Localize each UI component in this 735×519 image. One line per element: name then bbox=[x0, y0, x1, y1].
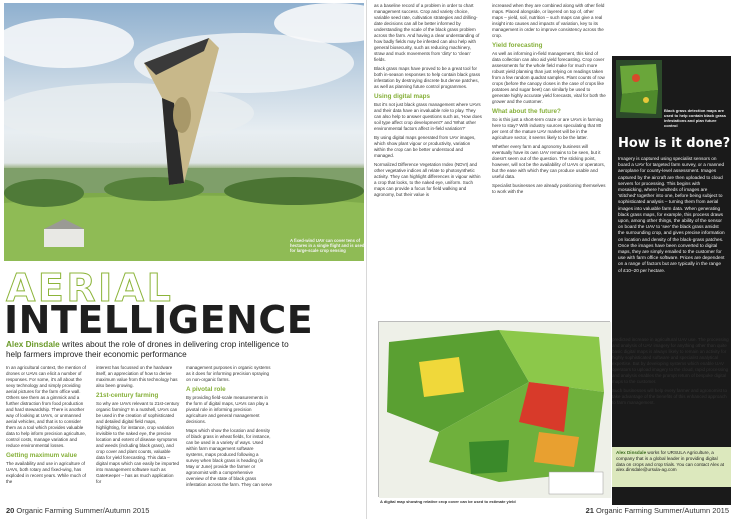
title-intelligence: INTELLIGENCE bbox=[4, 298, 314, 342]
author-box bbox=[612, 447, 731, 487]
black-grass-map-thumbnail bbox=[616, 60, 662, 118]
right-column-2 bbox=[612, 337, 731, 409]
crop-cover-map bbox=[378, 321, 610, 497]
title-aerial: AERIAL bbox=[6, 266, 174, 310]
right-col1-paragraph: So is this just a short-term craze or are UAVs in farming here to stay? With industry sources speculating that 80 per cent of the mature UAV market will be in the agriculture sector, it seems likely to be the latter. bbox=[492, 117, 603, 140]
drone-photo-illustration bbox=[4, 3, 364, 261]
col4-paragraph: Normalized Difference Vegetation Index (NDVI) and other vegetative indices all relate to photosynthetic activity. They can highlight differences in vigour within a crop that looks, to the naked eye, uniform. Such maps can provide a focus for field walking and agronomy, but their value is bbox=[374, 162, 481, 197]
right-folio bbox=[586, 506, 729, 515]
col4-paragraph: By using digital maps generated from UAV images, which show plant vigour or productivity, variation within the crop can be better understood and managed. bbox=[374, 135, 476, 158]
col4-paragraph: Black grass maps have proved to be a great tool for both in-season responses to help contain black grass infestation by destroying discrete but dense patches, as well as planning future control programmes. bbox=[374, 66, 481, 89]
author-name: Alex Dinsdale bbox=[616, 450, 647, 455]
right-col1-paragraph: increased when they are combined along with other field maps. Placed alongside, or layered on top of, other maps – yield, soil, nutrition – such maps can give a real insight into causes and impacts of variation, key to its management in order to improve consistency across the crop. bbox=[492, 3, 605, 38]
article-column-3 bbox=[186, 365, 272, 491]
col1-subheading: Getting maximum value bbox=[6, 452, 78, 459]
sidebar-title: How is it done? bbox=[618, 136, 731, 151]
right-page bbox=[368, 0, 735, 519]
article-column-4 bbox=[374, 3, 482, 201]
article-column-2 bbox=[96, 365, 180, 488]
left-page bbox=[0, 0, 367, 519]
col1-paragraph: In an agricultural context, the mention of drones or UAVs can elicit a number of responses. For some, it's all about the sexy technology and simply providing aerial pictures for the farm office wall. Others see them as a gimmick and a further distraction from food production and hard stewardship. There is another way of looking at UAVs, or unmanned aerial vehicles, and that is to consider them as a tool which provides valuable data to help inform precision agriculture, control costs, manage variation and reduce environmental losses. bbox=[6, 365, 87, 448]
how-is-it-done-sidebar bbox=[612, 56, 731, 505]
right-col1-paragraph: As well as informing in-field management, this kind of data collection can also aid yield forecasting. Crop cover assessments for the whole field make for much more robust yield planning than just relying on readings taken from a few random quadrat samples. Plant counts of row crops (before the canopy closes in the case of crops like potatoes and sugar beet) can similarly be used to generate highly accurate yield forecasts, vital for both the grower and the customer. bbox=[492, 51, 606, 104]
article-column-1 bbox=[6, 365, 90, 488]
right-folio-text: Organic Farming Summer/Autumn 2015 bbox=[593, 506, 729, 515]
standfirst-text: writes about the role of drones in delivering crop intelligence to help farmers improve their economic performance bbox=[6, 340, 289, 359]
col3-subheading: A pivotal role bbox=[186, 386, 226, 393]
col2-subheading: 21st-century farming bbox=[96, 392, 159, 399]
right-col1-paragraph: Specialist businesses are already positioning themselves to work with the bbox=[492, 183, 606, 194]
right-column-1 bbox=[492, 3, 606, 198]
right-col2-paragraph: Such businesses will help every farmer and agronomist to take advantage of the benefits of this enhanced approach to farm management. bbox=[612, 388, 728, 405]
right-col1-subheading: What about the future? bbox=[492, 108, 561, 115]
right-col1-subheading: Yield forecasting bbox=[492, 42, 543, 49]
right-col2-paragraph: predicted increase in agricultural UAV use. The processing and analysis of UAV imagery for anything other than quite basic digital maps is always likely to remain an activity for highly sophisticated software and specialist analytical expertise. But by developing systems which enable UAV operators to upload imagery to the cloud, rapid processing and analysis enables the prompt return of bespoke digital maps to the customer. bbox=[612, 337, 729, 384]
col2-paragraph: So why are UAVs relevant to 21st-century organic farming? In a nutshell, UAVs can be used in the creation of sophisticated and detailed digital field maps, highlighting, for instance, crop variation invisible to the naked eye, the precise location and extent of disease symptoms and weeds (including black grass), and crop cover and plant counts, valuable data for yield forecasting. This data – digital maps which can easily be imported into management software such as GateKeeper – has as much application for bbox=[96, 401, 180, 484]
field-map-illustration bbox=[379, 322, 611, 498]
map-caption: A digital map showing relative crop cover can be used to estimate yield bbox=[380, 499, 516, 504]
col4-paragraph: But it's not just black grass management where UAVs and their data have an invaluable role to play. They can also help to answer questions such as, 'How does soil type affect crop development?' and 'What other environmental factors affect in-field variation?' bbox=[374, 102, 482, 131]
col1-paragraph: The availability and use in agriculture of UAVs, both rotary and fixed-wing, has exploded in recent years. While much of the bbox=[6, 461, 87, 484]
left-page-number: 20 bbox=[6, 506, 15, 515]
sidebar-photo bbox=[616, 60, 662, 118]
col4-subheading: Using digital maps bbox=[374, 93, 430, 100]
author-bio: works for URSULA Agriculture, a company that is a global leader in providing digital data on crops and crop trials. You can contact Alex at alex.dinsdale@ursula-ag.com bbox=[616, 450, 725, 473]
col4-paragraph: as a baseline record of a problem in order to chart management success. Crop and variety choice, variable seed rate, cultivation strategies and drilling-date decisions can all be better informed by understanding the scale of the black grass problem across the farm. And having a clear understanding of how badly fields may be infested can also help with general biosecurity, such as reducing machinery, straw and muck movements from 'dirty' to 'clean' fields. bbox=[374, 3, 480, 62]
sidebar-body: Imagery is captured using specialist sensors on board a UAV for targeted farm survey, or a manned aeroplane for county-level assessment. Images captured by the aircraft are then uploaded to cloud servers for processing. This begins with mosaicking, where hundreds of images are 'stitched' together into one, before being subject to sophisticated analysis – turning them from aerial images into valuable farm data. When generating black grass maps, for example, this process draws upon, among other things, the ability of the sensor on board the UAV to 'see' the black grass amidst the surrounding crop, and gives precise information on location and density of the black-grass patches. Once the images have been converted to digital maps, they are simply emailed to the customer for use with farm office software. Prices are dependent on a range of factors but are typically in the range of £10–20 per hectare. bbox=[618, 156, 725, 273]
hero-caption: A fixed-wind UAV can cover tens of hectares in a single flight and is used for large-scale crop sensing bbox=[290, 238, 364, 254]
right-col1-paragraph: Whether every farm and agronomy business will eventually have its own UAV remains to be seen, but it doesn't seem out of the question. The sticking point, however, will not be the availability of UAVs or operators, but the ease with which they can produce usable and useful data. bbox=[492, 144, 605, 179]
left-folio-text: Organic Farming Summer/Autumn 2015 bbox=[14, 506, 150, 515]
col3-paragraph: management purposes in organic systems as it does for informing precision spraying on non-organic farms. bbox=[186, 365, 271, 382]
col2-paragraph: interest has focussed on the hardware itself, an appreciation of how to derive maximum value from this technology has also been growing. bbox=[96, 365, 178, 388]
standfirst bbox=[6, 340, 306, 360]
hero-photo bbox=[4, 3, 364, 261]
col3-paragraph: Maps which show the location and density of black grass in wheat fields, for instance, can be used in a variety of ways. Used within farm management software systems, maps produced following a survey when black grass is heading (in May or June) provide the farmer or agronomist with a comprehensive overview of the state of black grass infestation across the farm. They can serve bbox=[186, 428, 272, 487]
left-folio bbox=[6, 506, 149, 515]
sidebar-photo-caption: Black grass detection maps are used to help contain black grass infestations and plan future control bbox=[664, 108, 727, 128]
col3-paragraph: By providing field-scale measurements in the form of digital maps, UAVs can play a pivotal role in informing precision agriculture and general management decisions. bbox=[186, 395, 269, 424]
right-page-number: 21 bbox=[585, 506, 594, 515]
standfirst-author: Alex Dinsdale bbox=[6, 340, 60, 349]
